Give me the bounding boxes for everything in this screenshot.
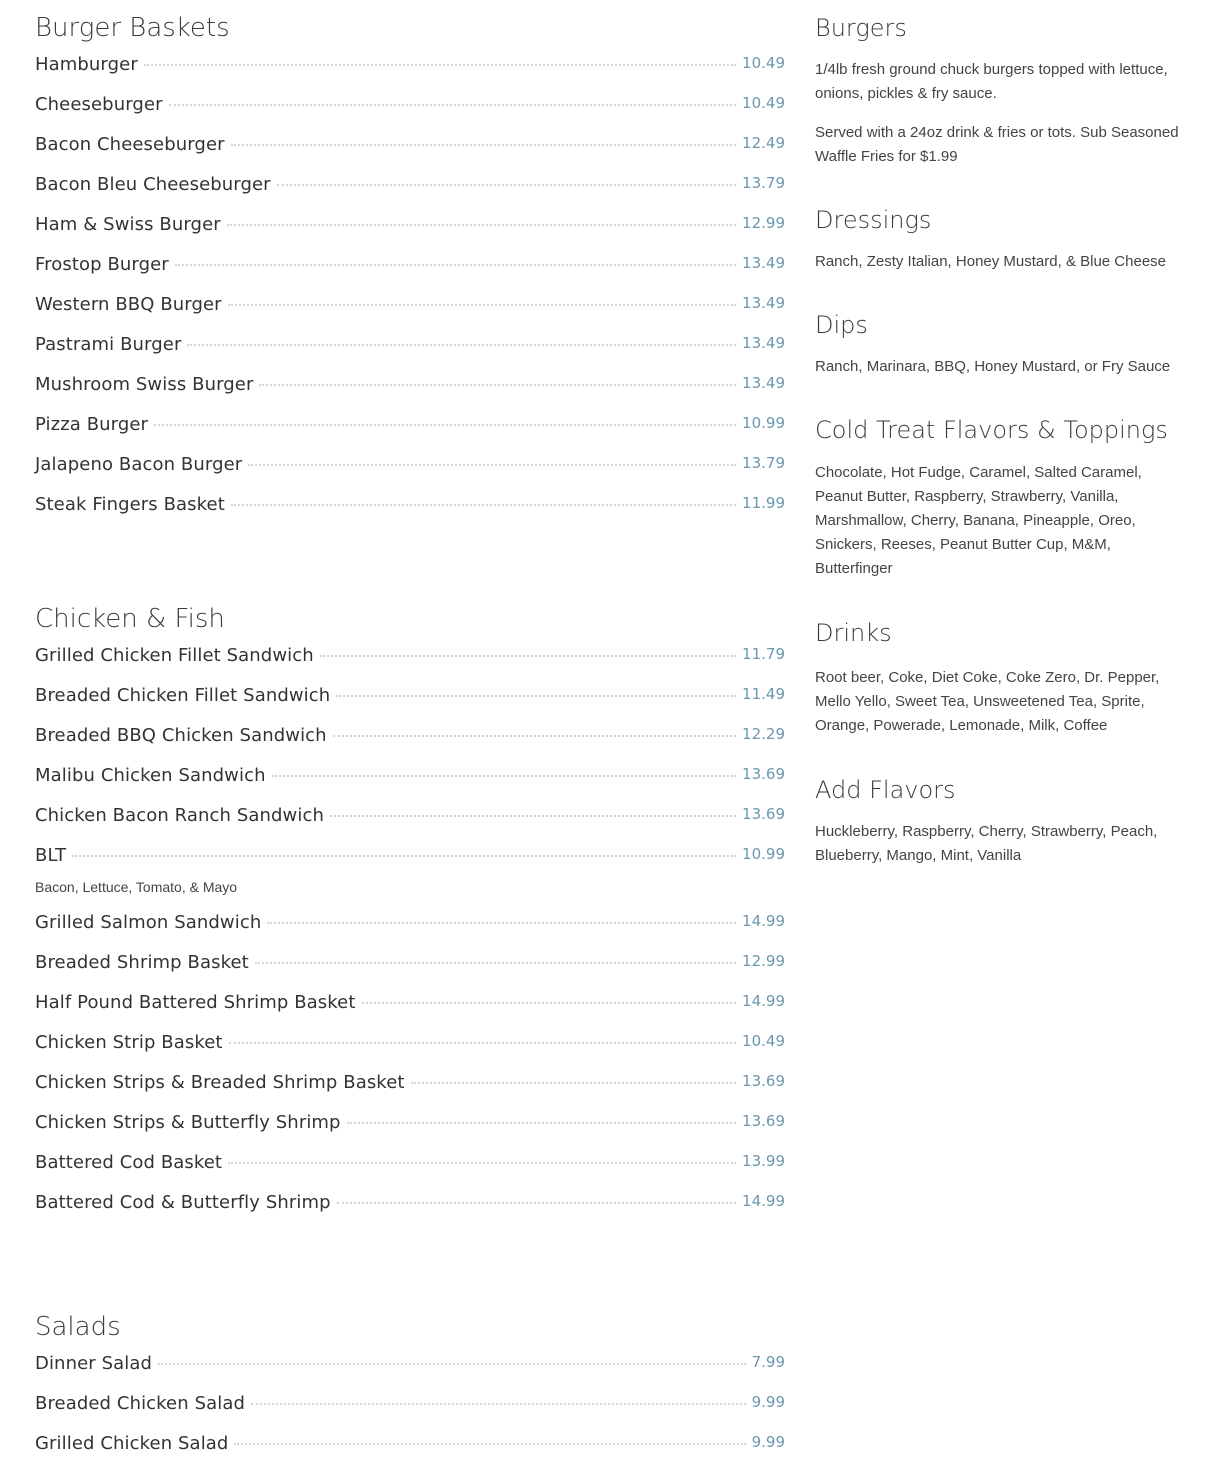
dotted-leader [251,1403,746,1405]
menu-item-row [35,1433,785,1457]
dotted-leader [231,144,736,146]
menu-item-name: Bacon Cheeseburger [35,134,225,155]
menu-item-price: 12.49 [742,134,785,152]
menu-item-price: 12.29 [742,725,785,743]
menu-item [35,254,785,294]
menu-item-name: Chicken Bacon Ranch Sandwich [35,805,324,826]
menu-item-price: 12.99 [742,952,785,970]
menu-item-row [35,334,785,374]
menu-item-row [35,1112,785,1152]
menu-item-price: 11.99 [742,494,785,512]
menu-item-row [35,94,785,134]
menu-item-price: 13.79 [742,174,785,192]
menu-item-name: Pastrami Burger [35,334,182,355]
menu-item-price: 13.49 [742,334,785,352]
dotted-leader [267,922,736,924]
sidebar-text: Chocolate, Hot Fudge, Caramel, Salted Caramel, Peanut Butter, Raspberry, Strawberry, Vanilla, Marshmallow, Cherry, Banana, Pineapple, Oreo, Snickers, Reeses, Peanut Butter Cup, M&M, Butterfinger [815,464,1142,577]
dotted-leader [320,655,736,657]
menu-item-row [35,805,785,845]
menu-item-name: Chicken Strips & Breaded Shrimp Basket [35,1072,405,1093]
menu-item-price: 13.69 [742,765,785,783]
menu-item [35,134,785,174]
menu-list [35,645,785,1232]
menu-item-name: Hamburger [35,54,138,75]
menu-item [35,1032,785,1072]
dotted-leader [231,504,736,506]
menu-item [35,54,785,94]
section-salads [35,1311,785,1457]
sidebar-title: Cold Treat Flavors & Toppings [815,416,1168,444]
dotted-leader [333,735,736,737]
menu-item-row [35,174,785,214]
dotted-leader [154,424,736,426]
menu-item-name: Western BBQ Burger [35,294,222,315]
dotted-leader [255,962,736,964]
sidebar-text: Huckleberry, Raspberry, Cherry, Strawberry, Peach, Blueberry, Mango, Mint, Vanilla [815,823,1158,864]
dotted-leader [72,855,736,857]
menu-item-price: 10.99 [742,414,785,432]
menu-item-description: Bacon, Lettuce, Tomato, & Mayo [35,879,238,895]
menu-item-name: Grilled Chicken Fillet Sandwich [35,645,314,666]
menu-item-name: Half Pound Battered Shrimp Basket [35,992,356,1013]
menu-item-row [35,454,785,494]
menu-item [35,912,785,952]
menu-item-row [35,494,785,534]
menu-item-price: 10.49 [742,94,785,112]
menu-item-price: 14.99 [742,912,785,930]
menu-item [35,454,785,494]
menu-item-name: Chicken Strips & Butterfly Shrimp [35,1112,341,1133]
menu-item-row [35,912,785,952]
menu-item-row [35,685,785,725]
menu-item-price: 13.69 [742,1072,785,1090]
menu-item-row [35,1393,785,1433]
dotted-leader [158,1363,746,1365]
sidebar-title: Dips [815,311,868,339]
sidebar-cold-treat [815,415,1185,581]
menu-item-name: Dinner Salad [35,1353,152,1374]
menu-item-row [35,1072,785,1112]
menu-item-row [35,992,785,1032]
menu-item-name: Breaded Chicken Fillet Sandwich [35,685,331,706]
menu-item-name: Ham & Swiss Burger [35,214,221,235]
menu-item [35,1353,785,1393]
dotted-leader [337,1202,736,1204]
menu-item [35,94,785,134]
menu-item-row [35,952,785,992]
menu-list [35,54,785,534]
menu-item-name: Bacon Bleu Cheeseburger [35,174,271,195]
menu-item-price: 13.79 [742,454,785,472]
dotted-leader [187,344,736,346]
menu-item-price: 13.49 [742,374,785,392]
menu-item-name: Cheeseburger [35,94,163,115]
sidebar-add-flavors [815,775,1185,868]
sidebar-burgers [815,13,1185,169]
menu-item [35,374,785,414]
menu-item [35,334,785,374]
menu-item-row [35,54,785,94]
section-title: Salads [35,1312,121,1342]
menu-item-price: 11.79 [742,645,785,663]
dotted-leader [144,64,736,66]
sidebar-text: 1/4lb fresh ground chuck burgers topped with lettuce, onions, pickles & fry sauce. [815,61,1168,102]
menu-item [35,1072,785,1112]
section-title: Burger Baskets [35,13,230,43]
menu-item-name: Chicken Strip Basket [35,1032,223,1053]
dotted-leader [362,1002,737,1004]
sidebar-dressings [815,205,1185,274]
dotted-leader [248,464,736,466]
menu-item-price: 10.99 [742,845,785,863]
menu-item-row [35,294,785,334]
menu-item-name: Jalapeno Bacon Burger [35,454,243,475]
menu-item [35,1393,785,1433]
section-chicken-fish [35,603,785,1232]
menu-item [35,1152,785,1192]
menu-item-name: Malibu Chicken Sandwich [35,765,266,786]
menu-item [35,845,785,895]
menu-item-name: Breaded BBQ Chicken Sandwich [35,725,327,746]
menu-item [35,765,785,805]
menu-item-name: BLT [35,845,67,866]
menu-item-name: Mushroom Swiss Burger [35,374,254,395]
menu-list [35,1353,785,1457]
menu-item [35,414,785,454]
menu-item-row [35,1152,785,1192]
menu-item [35,992,785,1032]
menu-item-name: Battered Cod & Butterfly Shrimp [35,1192,331,1213]
dotted-leader [228,304,736,306]
sidebar-title: Add Flavors [815,776,956,804]
dotted-leader [259,384,736,386]
dotted-leader [336,695,736,697]
menu-item [35,294,785,334]
menu-item [35,952,785,992]
menu-item [35,174,785,214]
sidebar-text: Ranch, Zesty Italian, Honey Mustard, & Blue Cheese [815,253,1167,270]
dotted-leader [227,224,736,226]
menu-item [35,1112,785,1152]
sidebar-dips [815,310,1185,379]
menu-item [35,725,785,765]
sidebar-title: Dressings [815,206,932,234]
dotted-leader [169,104,736,106]
section-burger-baskets [35,12,785,534]
dotted-leader [347,1122,736,1124]
menu-item-name: Frostop Burger [35,254,169,275]
sidebar-title: Burgers [815,14,907,42]
dotted-leader [228,1162,736,1164]
menu-item-name: Breaded Shrimp Basket [35,952,249,973]
menu-item-name: Battered Cod Basket [35,1152,223,1173]
menu-item [35,645,785,685]
menu-item-name: Grilled Chicken Salad [35,1433,229,1454]
menu-item-price: 12.99 [742,214,785,232]
menu-item-name: Steak Fingers Basket [35,494,225,515]
menu-item-price: 13.49 [742,294,785,312]
menu-item-name: Pizza Burger [35,414,149,435]
menu-item [35,1433,785,1457]
dotted-leader [277,184,736,186]
sidebar-drinks [815,618,1185,738]
menu-item-price: 9.99 [751,1393,785,1411]
dotted-leader [234,1443,745,1445]
menu-item-row [35,414,785,454]
sidebar-text: Served with a 24oz drink & fries or tots. Sub Seasoned Waffle Fries for $1.99 [815,124,1179,165]
dotted-leader [229,1042,736,1044]
menu-item-price: 10.49 [742,1032,785,1050]
sidebar-title: Drinks [815,619,892,647]
sidebar-text: Ranch, Marinara, BBQ, Honey Mustard, or Fry Sauce [815,358,1171,375]
menu-item-row [35,1032,785,1072]
menu-item-price: 7.99 [751,1353,785,1371]
menu-item-row [35,1353,785,1393]
menu-item [35,494,785,534]
menu-item-price: 11.49 [742,685,785,703]
menu-item-row [35,1192,785,1232]
menu-item-row [35,254,785,294]
dotted-leader [411,1082,737,1084]
menu-item-price: 13.99 [742,1152,785,1170]
menu-item [35,214,785,254]
menu-item-price: 9.99 [751,1433,785,1451]
menu-item-row [35,645,785,685]
menu-item-price: 13.49 [742,254,785,272]
menu-item-price: 14.99 [742,1192,785,1210]
menu-item [35,1192,785,1232]
menu-item-name: Breaded Chicken Salad [35,1393,245,1414]
menu-item-name: Grilled Salmon Sandwich [35,912,262,933]
dotted-leader [272,775,736,777]
menu-item [35,805,785,845]
dotted-leader [175,264,736,266]
menu-item-row [35,374,785,414]
dotted-leader [330,815,736,817]
section-title: Chicken & Fish [35,604,225,634]
sidebar-text: Root beer, Coke, Diet Coke, Coke Zero, Dr. Pepper, Mello Yello, Sweet Tea, Unsweetened Tea, Sprite, Orange, Powerade, Lemonade, Milk, Coffee [815,669,1160,734]
menu-item-price: 10.49 [742,54,785,72]
menu-item-price: 13.69 [742,1112,785,1130]
menu-item [35,685,785,725]
menu-item-row [35,725,785,765]
menu-item-price: 14.99 [742,992,785,1010]
menu-item-price: 13.69 [742,805,785,823]
menu-item-row [35,134,785,174]
menu-item-row [35,214,785,254]
menu-item-row [35,765,785,805]
